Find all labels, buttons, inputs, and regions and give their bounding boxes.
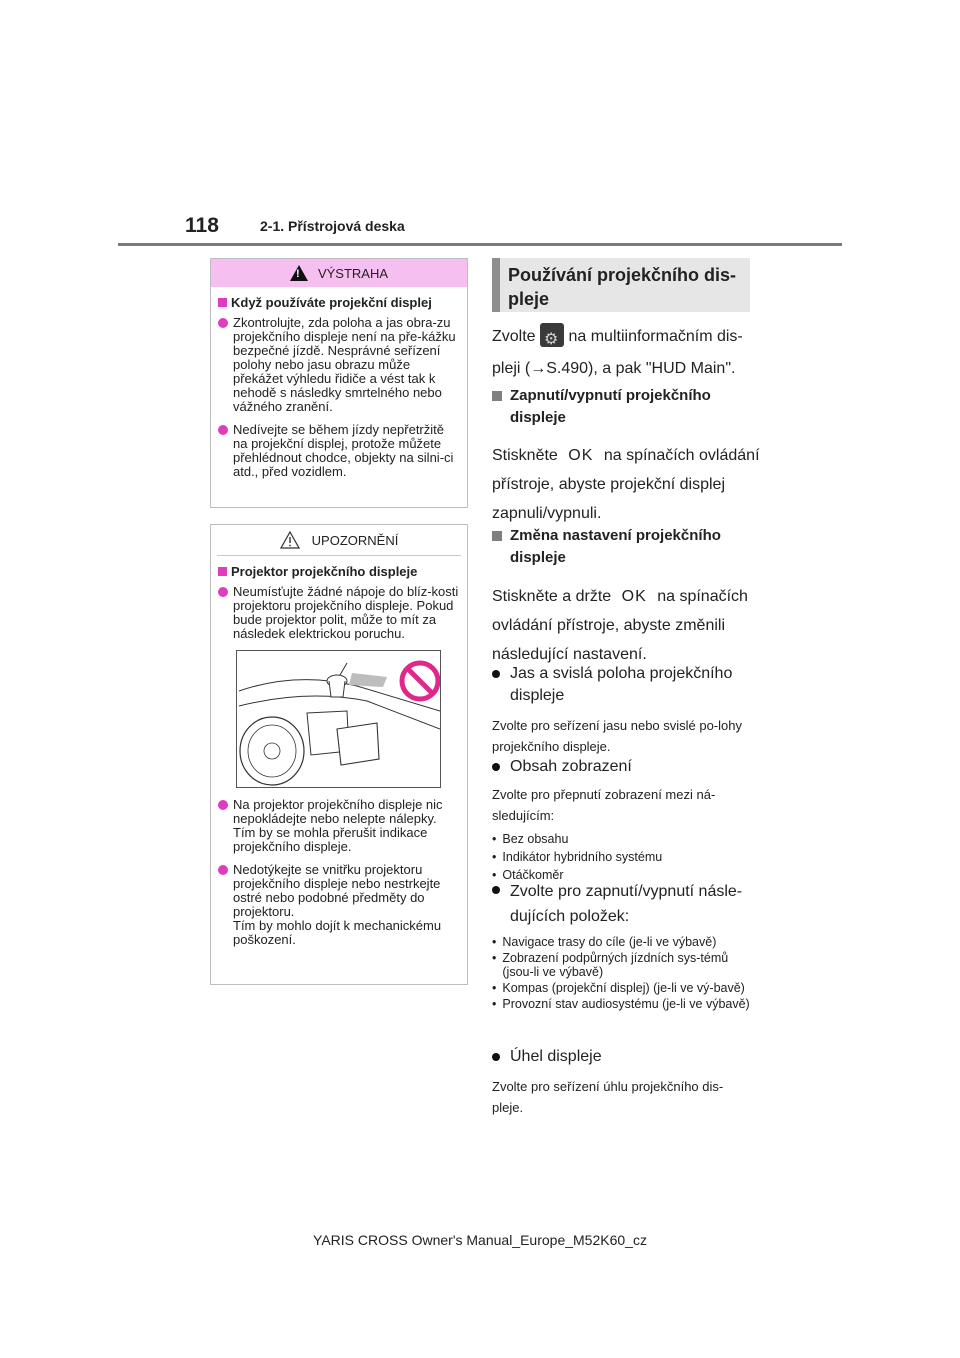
warning-header — [211, 259, 467, 287]
list-item: • Provozní stav audiosystému (je-li ve výbavě) — [492, 997, 750, 1011]
round-bullet-icon — [492, 670, 500, 678]
toggle-paragraph: Stiskněte OK na spínačích ovládání přístroje, abyste projekční displej zapnuli/vypnuli. — [492, 447, 760, 522]
round-bullet-icon — [492, 1053, 500, 1061]
square-bullet-icon — [492, 531, 502, 541]
option-angle: Úhel displeje Zvolte pro seřízení úhlu projekčního dis-pleje. — [492, 1048, 724, 1115]
settings-gear-icon — [540, 323, 564, 347]
notice-item: Nedotýkejte se vnitřku projektoru projekčního displeje nebo nestrkejte ostré nebo podobné předměty do projektoru. Tím by mohlo dojít k mechanickému poškození. — [218, 863, 461, 947]
notice-box — [210, 524, 468, 985]
notice-label: UPOZORNĚNÍ — [311, 532, 399, 548]
ok-button-icon: OK — [621, 588, 647, 605]
section-heading-text: Používání projekčního dis- pleje — [508, 265, 737, 309]
circle-bullet-icon — [218, 865, 228, 875]
circle-bullet-icon — [218, 318, 228, 328]
warning-label: VÝSTRAHA — [317, 265, 389, 281]
warning-box — [210, 258, 468, 508]
dashboard-drawing — [237, 651, 440, 787]
circle-bullet-icon — [218, 587, 228, 597]
round-bullet-icon — [492, 886, 500, 894]
section-title: 2-1. Přístrojová deska — [260, 218, 405, 234]
circle-bullet-icon — [218, 425, 228, 435]
option-brightness: Jas a svislá poloha projekčního displeje Zvolte pro seřízení jasu nebo svislé po-lohy projekčního displeje. — [492, 665, 743, 754]
list-item: • Zobrazení podpůrných jízdních sys-témů (jsou-li ve výbavě) — [492, 951, 729, 979]
square-bullet-icon — [218, 567, 227, 576]
notice-item: Neumísťujte žádné nápoje do blíz-kosti projektoru projekčního displeje. Pokud bude projektor polit, může to mít za následek elektrickou poruchu. — [218, 585, 461, 641]
page-number: 118 — [185, 214, 219, 237]
subheading-toggle: Zapnutí/vypnutí projekčního displeje — [492, 385, 747, 429]
round-bullet-icon — [492, 763, 500, 771]
option-items: Zvolte pro zapnutí/vypnutí násle-dujících položek: • Navigace trasy do cíle (je-li ve výbavě) • Zobrazení podpůrných jízdních sys-témů (jsou-li ve výbavě) • Kompas (projekční displej) (je-li ve vý-bavě) • Provozní stav audiosystému (je-li ve výbavě) — [492, 879, 754, 1011]
warning-item: Zkontrolujte, zda poloha a jas obra-zu projekčního displeje není na pře-kážku bezpečné jízdě. Nesprávné seřízení polohy nebo jasu obrazu může překážet výhledu řidiče a vést tak k nehodě s následky smrtelného nebo vážného zranění. — [218, 316, 461, 414]
ok-button-icon: OK — [568, 447, 594, 464]
settings-paragraph: Stiskněte a držte OK na spínačích ovládání přístroje, abyste změnili následující nastavení. — [492, 588, 748, 663]
notice-item: Na projektor projekčního displeje nic nepokládejte nebo nelepte nálepky. Tím by se mohla přerušit indikace projekčního displeje. — [218, 798, 461, 854]
circle-bullet-icon — [218, 800, 228, 810]
subheading-settings: Změna nastavení projekčního displeje — [492, 525, 747, 569]
list-item: • Navigace trasy do cíle (je-li ve výbavě) — [492, 935, 717, 949]
square-bullet-icon — [218, 298, 227, 307]
projector-illustration — [236, 650, 441, 788]
list-item: • Kompas (projekční displej) (je-li ve vý-bavě) — [492, 981, 745, 995]
notice-title: Projektor projekčního displeje — [218, 564, 461, 579]
warning-triangle-icon — [290, 265, 308, 281]
square-bullet-icon — [492, 391, 502, 401]
list-item: • Otáčkoměr — [492, 868, 564, 882]
warning-item: Nedívejte se během jízdy nepřetržitě na projekční displej, protože můžete přehlédnout chodce, objekty na silni-ci atd., před vozidlem. — [218, 423, 461, 479]
list-item: • Bez obsahu — [492, 832, 569, 846]
notice-header — [211, 525, 467, 555]
list-item: • Indikátor hybridního systému — [492, 850, 663, 864]
footer-text: YARIS CROSS Owner's Manual_Europe_M52K60_cz — [313, 1232, 647, 1248]
section-heading — [492, 258, 750, 312]
option-content: Obsah zobrazení Zvolte pro přepnutí zobrazení mezi ná-sledujícím: • Bez obsahu • Indikátor hybridního systému • Otáčkoměr — [492, 756, 762, 882]
header-divider — [118, 243, 842, 246]
warning-title: Když používáte projekční displej — [218, 295, 461, 310]
caution-triangle-icon — [280, 531, 300, 549]
intro-paragraph: Zvolte ⚙ na multiinformačním dis- pleji (→S.490), a pak "HUD Main". — [492, 322, 762, 383]
